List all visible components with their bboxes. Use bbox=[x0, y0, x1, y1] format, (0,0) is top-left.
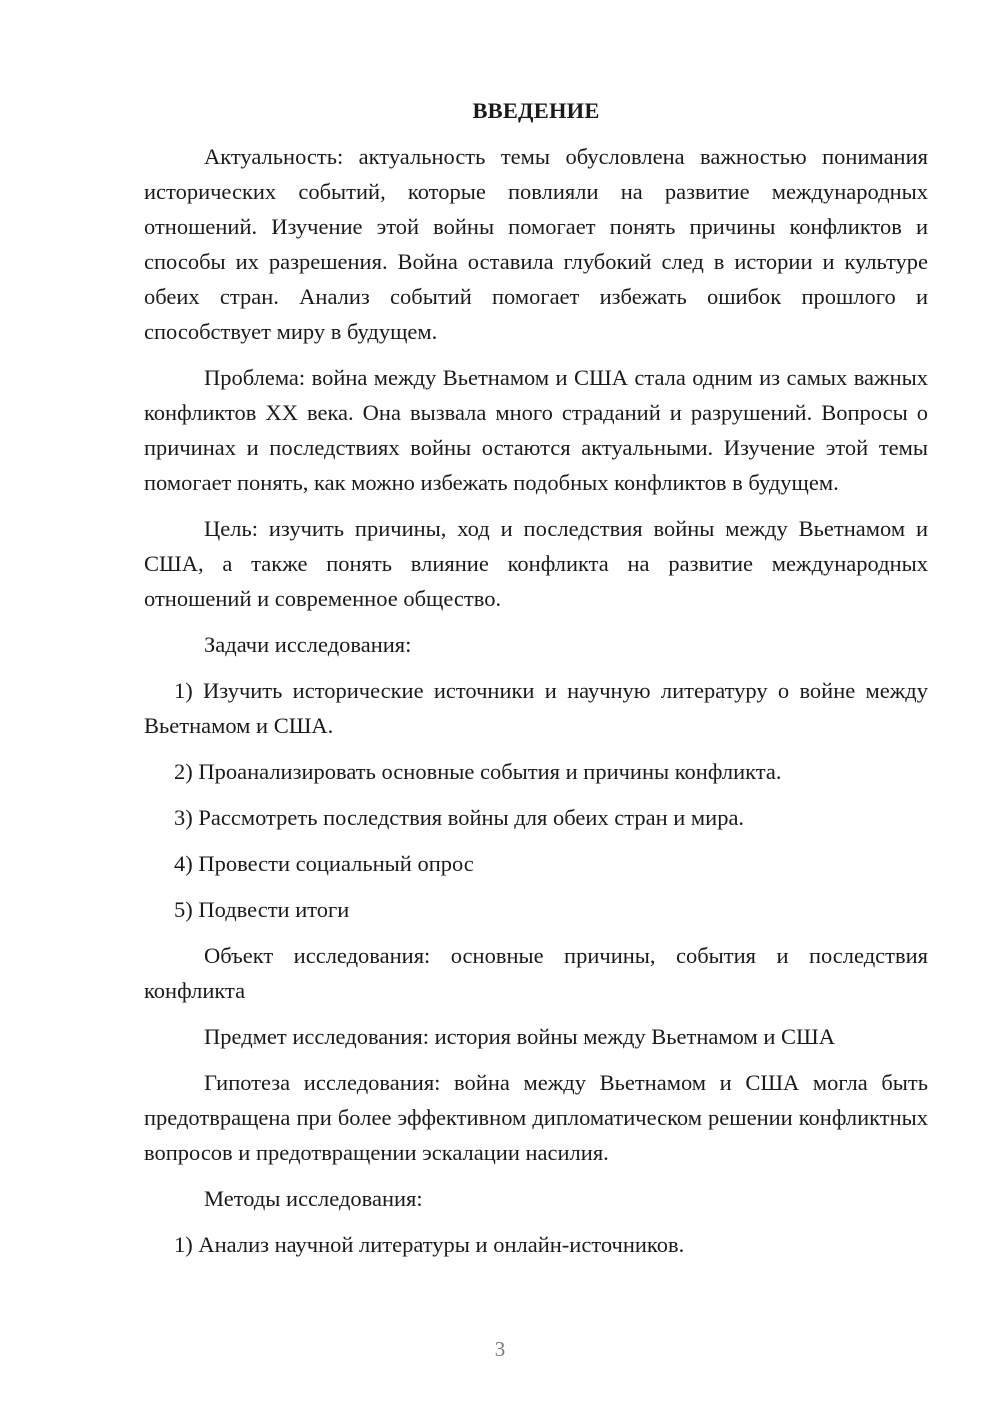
list-item-task-2: 2) Проанализировать основные события и причины конфликта. bbox=[174, 759, 782, 784]
paragraph-subject: Предмет исследования: история войны между Вьетнамом и США bbox=[204, 1024, 835, 1049]
list-item-task-3: 3) Рассмотреть последствия войны для обеих стран и мира. bbox=[174, 805, 745, 830]
paragraph-problem: Проблема: война между Вьетнамом и США стала одним из самых важных конфликтов XX века. Она вызвала много страданий и разрушений. Вопросы о причинах и последствиях войны остаются актуальными. Изучение этой темы помогает понять, как можно избежать подобных конфликтов в будущем. bbox=[144, 365, 928, 495]
paragraph-hypothesis: Гипотеза исследования: война между Вьетнамом и США могла быть предотвращена при более эффективном дипломатическом решении конфликтных вопросов и предотвращении эскалации насилия. bbox=[144, 1070, 928, 1165]
paragraph-tasks-heading: Задачи исследования: bbox=[204, 632, 412, 657]
list-item-method-1: 1) Анализ научной литературы и онлайн-источников. bbox=[174, 1232, 685, 1257]
paragraph-goal: Цель: изучить причины, ход и последствия войны между Вьетнамом и США, а также понять влияние конфликта на развитие международных отношений и современное общество. bbox=[144, 516, 928, 611]
section-title: ВВЕДЕНИЕ bbox=[472, 98, 600, 123]
paragraph-methods-heading: Методы исследования: bbox=[204, 1186, 423, 1211]
paragraph-object: Объект исследования: основные причины, события и последствия конфликта bbox=[144, 943, 928, 1003]
page-number: 3 bbox=[494, 1337, 506, 1361]
list-item-task-4: 4) Провести социальный опрос bbox=[174, 851, 474, 876]
list-item-task-1: 1) Изучить исторические источники и научную литературу о войне между Вьетнамом и США. bbox=[144, 678, 928, 738]
page-body bbox=[144, 93, 928, 1273]
list-item-task-5: 5) Подвести итоги bbox=[174, 897, 350, 922]
paragraph-relevance: Актуальность: актуальность темы обусловлена важностью понимания исторических событий, которые повлияли на развитие международных отношений. Изучение этой войны помогает понять причины конфликтов и способы их разрешения. Война оставила глубокий след в истории и культуре обеих стран. Анализ событий помогает избежать ошибок прошлого и способствует миру в будущем. bbox=[144, 144, 928, 344]
